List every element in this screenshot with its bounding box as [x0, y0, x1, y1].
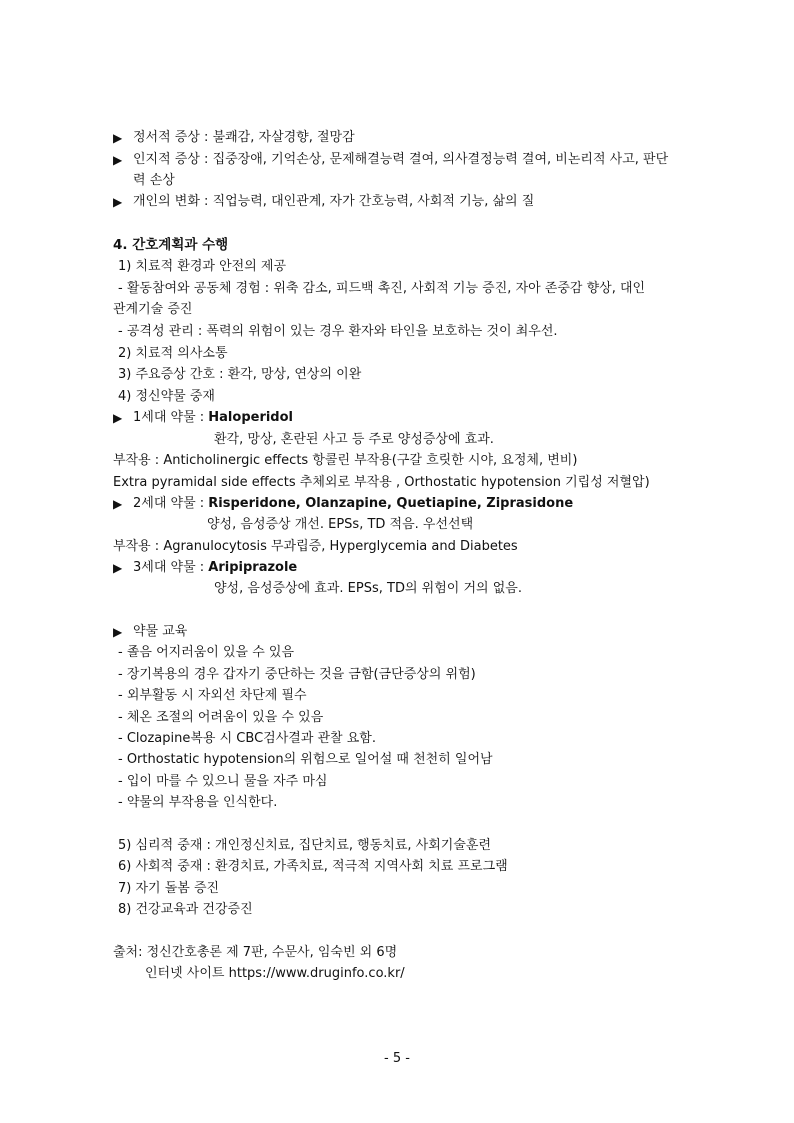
item-7: 7) 자기 돌봄 증진	[118, 881, 220, 896]
gen3-drug-name: Aripiprazole	[208, 560, 298, 575]
education-item: - 졸음 어지러움이 있을 수 있음	[118, 645, 295, 660]
bullet-icon: ▶	[113, 411, 123, 425]
education-title: 약물 교육	[133, 624, 188, 639]
gen2-side-effects: 부작용 : Agranulocytosis 무과립증, Hyperglycemia and Diabetes	[113, 539, 518, 554]
item-3: 3) 주요증상 간호 : 환각, 망상, 연상의 이완	[118, 367, 362, 382]
item-6: 6) 사회적 중재 : 환경치료, 가족치료, 적극적 지역사회 치료 프로그램	[118, 859, 508, 874]
gen1-label: 1세대 약물 :	[133, 410, 209, 425]
cognitive-symptoms-line1: 인지적 증상 : 집중장애, 기억손상, 문제해결능력 결여, 의사결정능력 결여, 비논리적 사고, 판단	[133, 152, 669, 167]
source-website: 인터넷 사이트 https://www.druginfo.co.kr/	[145, 966, 405, 981]
item-8: 8) 건강교육과 건강증진	[118, 902, 253, 917]
gen1-effect: 환각, 망상, 혼란된 사고 등 주로 양성증상에 효과.	[214, 432, 494, 447]
education-item: - 외부활동 시 자외선 차단제 필수	[118, 688, 307, 703]
gen1-side-effects-line1: 부작용 : Anticholinergic effects 항콜린 부작용(구갈 흐릿한 시야, 요정체, 변비)	[113, 453, 578, 468]
bullet-icon: ▶	[113, 625, 123, 639]
section-heading: 4. 간호계획과 수행	[113, 237, 229, 253]
emotional-symptoms: 정서적 증상 : 불쾌감, 자살경향, 절망감	[133, 130, 355, 145]
gen3-label: 3세대 약물 :	[133, 560, 209, 575]
page-number: - 5 -	[384, 1051, 410, 1066]
item-4: 4) 정신약물 중재	[118, 389, 215, 404]
education-item: - 체온 조절의 어려움이 있을 수 있음	[118, 710, 324, 725]
gen1-drug-name: Haloperidol	[208, 410, 294, 425]
bullet-icon: ▶	[113, 561, 123, 575]
education-item: - 약물의 부작용을 인식한다.	[118, 795, 278, 810]
item-5: 5) 심리적 중재 : 개인정신치료, 집단치료, 행동치료, 사회기술훈련	[118, 838, 491, 853]
gen3-effect: 양성, 음성증상에 효과. EPSs, TD의 위험이 거의 없음.	[214, 581, 522, 596]
education-item: - 입이 마를 수 있으니 물을 자주 마심	[118, 774, 328, 789]
item-1-activity-line2: 관계기술 증진	[113, 302, 193, 317]
bullet-icon: ▶	[113, 131, 123, 145]
gen2-heading	[133, 496, 573, 512]
gen1-side-effects-line2: Extra pyramidal side effects 추체외로 부작용 , Orthostatic hypotension 기립성 저혈압)	[113, 475, 650, 490]
gen2-label: 2세대 약물 :	[133, 496, 209, 511]
bullet-icon: ▶	[113, 195, 123, 209]
education-item: - Orthostatic hypotension의 위험으로 일어설 때 천천히 일어남	[118, 752, 493, 767]
gen2-effect: 양성, 음성증상 개선. EPSs, TD 적음. 우선선택	[207, 517, 474, 532]
education-item: - Clozapine복용 시 CBC검사결과 관찰 요함.	[118, 731, 377, 746]
gen2-drug-names: Risperidone, Olanzapine, Quetiapine, Ziprasidone	[208, 496, 574, 511]
source-book: 출처: 정신간호총론 제 7판, 수문사, 임숙빈 외 6명	[113, 945, 398, 960]
item-1: 1) 치료적 환경과 안전의 제공	[118, 259, 287, 274]
item-1-aggression: - 공격성 관리 : 폭력의 위험이 있는 경우 환자와 타인을 보호하는 것이 최우선.	[118, 324, 558, 339]
cognitive-symptoms-line2: 력 손상	[133, 173, 175, 188]
item-1-activity-line1: - 활동참여와 공동체 경험 : 위축 감소, 피드백 촉진, 사회적 기능 증진, 자아 존중감 향상, 대인	[118, 281, 646, 296]
gen3-heading	[133, 560, 297, 576]
education-item: - 장기복용의 경우 갑자기 중단하는 것을 금함(금단증상의 위험)	[118, 667, 476, 682]
personal-changes: 개인의 변화 : 직업능력, 대인관계, 자가 간호능력, 사회적 기능, 삶의 질	[133, 194, 535, 209]
bullet-icon: ▶	[113, 497, 123, 511]
bullet-icon: ▶	[113, 153, 123, 167]
item-2: 2) 치료적 의사소통	[118, 346, 228, 361]
gen1-heading	[133, 410, 293, 426]
